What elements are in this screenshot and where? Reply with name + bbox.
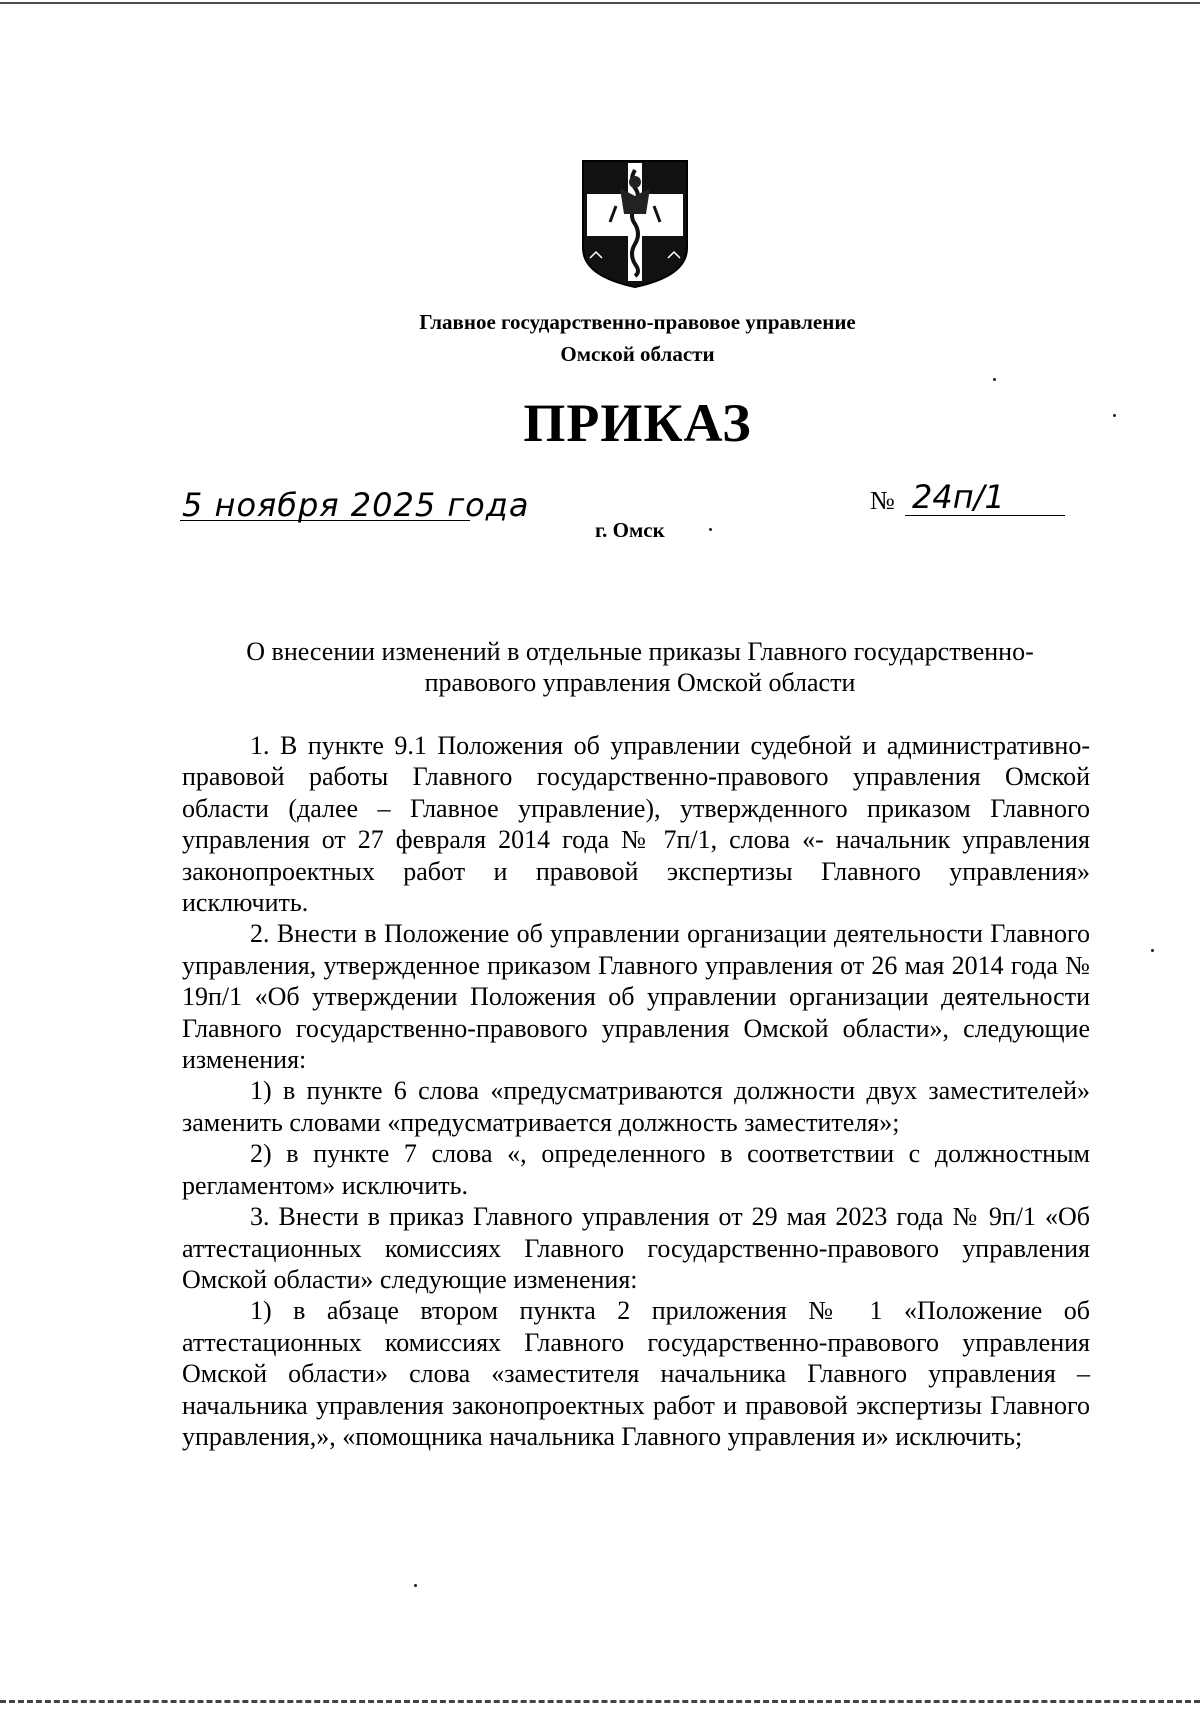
scan-speck (1113, 414, 1116, 417)
paragraph: 3. Внести в приказ Главного управления от 29 мая 2023 года № 9п/1 «Об аттестационных комиссиях Главного государственно-правового управления Омской области» следующие изменения: (182, 1202, 1090, 1294)
scan-speck (709, 528, 712, 531)
organization-region: Омской области (560, 342, 715, 366)
number-label: № (870, 486, 895, 515)
scan-edge-top (0, 2, 1200, 4)
number-underline (905, 515, 1065, 516)
scan-speck (414, 1584, 417, 1587)
date-underline (180, 520, 470, 521)
handwritten-number: 24п/1 (912, 478, 1005, 516)
paragraph: 1) в абзаце втором пункта 2 приложения № 1 «Положение об аттестационных комиссиях Главного государственно-правового управления Омской области» слова «заместителя начальника Главного управления – начальника управления законопроектных работ и правовой экспертизы Главного управления,», «помощника начальника Главного управления и» исключить; (182, 1296, 1090, 1451)
scan-speck (993, 378, 996, 381)
organization-name: Главное государственно-правовое управление (419, 310, 856, 334)
document-subject: О внесении изменений в отдельные приказы Главного государственно-правового управления Омской области (246, 637, 1034, 697)
scan-edge-bottom (0, 1700, 1200, 1703)
paragraph: 1. В пункте 9.1 Положения об управлении судебной и административно-правовой работы Главного государственно-правового управления Омской области (далее – Главное управление), утвержденного приказом Главного управления от 27 февраля 2014 года № 7п/1, слова «- начальник управления законопроектных работ и правовой экспертизы Главного управления» исключить. (182, 731, 1090, 918)
handwritten-date: 5 ноября 2025 года (182, 486, 530, 524)
city: г. Омск (595, 518, 665, 542)
paragraph: 1) в пункте 6 слова «предусматриваются должности двух заместителей» заменить словами «предусматривается должность заместителя»; (182, 1076, 1090, 1137)
document-body (182, 730, 1090, 1452)
document-title: ПРИКАЗ (523, 393, 752, 453)
coat-of-arms-icon (580, 158, 690, 290)
paragraph: 2. Внести в Положение об управлении организации деятельности Главного управления, утвержденное приказом Главного управления от 26 мая 2014 года № 19п/1 «Об утверждении Положения об управлении организации деятельности Главного государственно-правового управления Омской области», следующие изменения: (182, 919, 1090, 1075)
paragraph: 2) в пункте 7 слова «, определенного в соответствии с должностным регламентом» исключить. (182, 1139, 1090, 1200)
scan-speck (1151, 949, 1154, 952)
